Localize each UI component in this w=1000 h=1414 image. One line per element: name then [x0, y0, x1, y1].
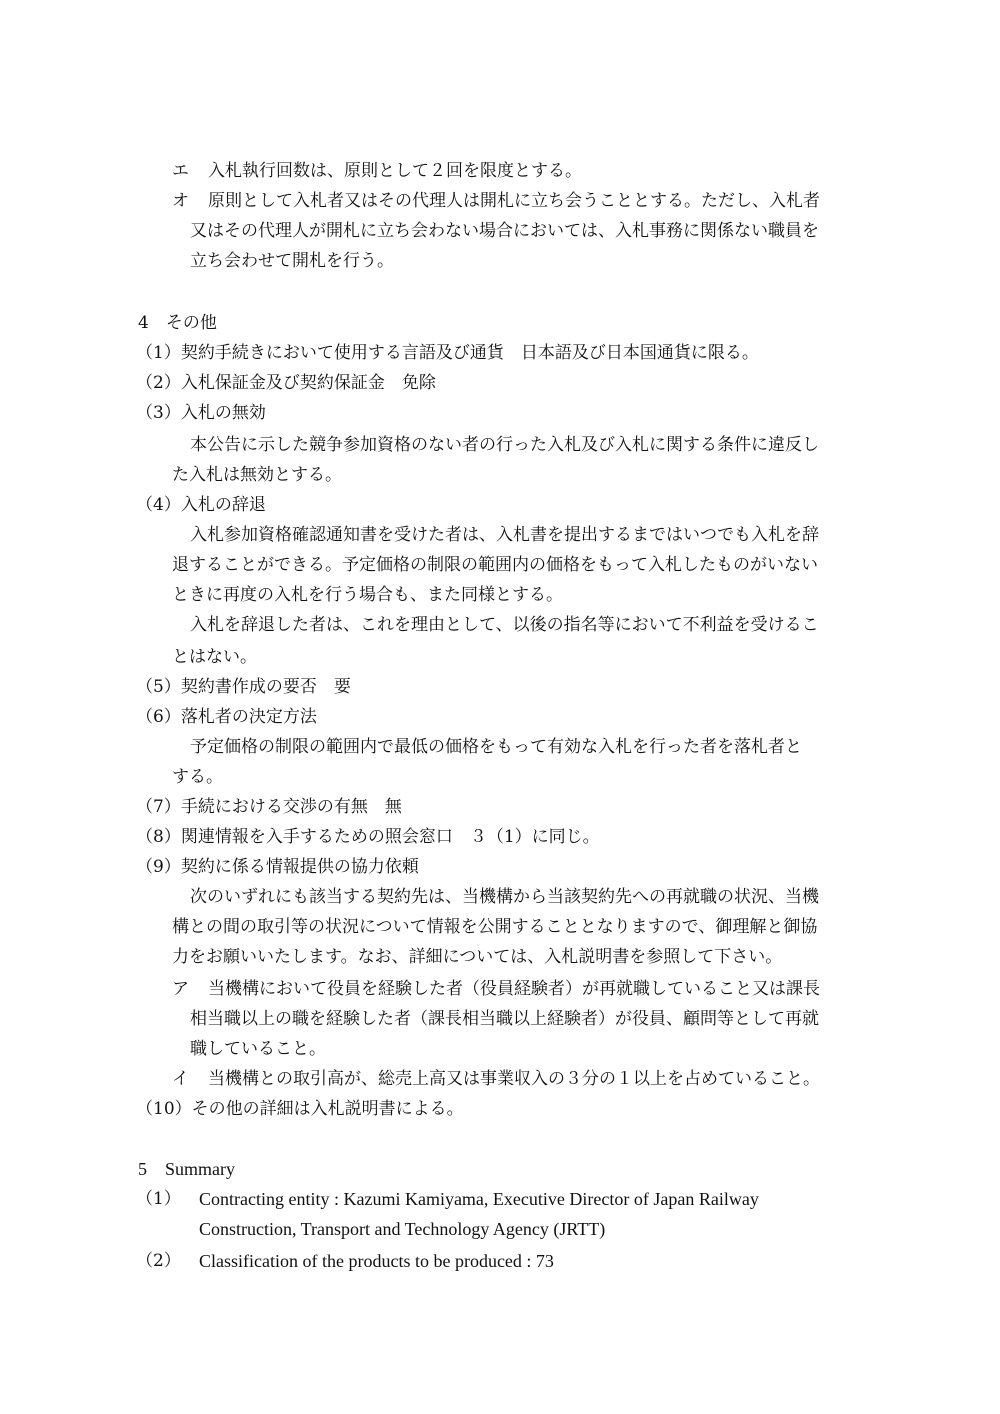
section-4-item-7: （7）手続における交渉の有無 無: [136, 797, 402, 817]
section-4-item-4-body-1: 入札参加資格確認通知書を受けた者は、入札書を提出するまではいつでも入札を辞: [190, 525, 819, 545]
section-4-item-6-body-1: 予定価格の制限の範囲内で最低の価格をもって有効な入札を行った者を落札者と: [190, 737, 802, 757]
section-4-item-6-body-2: する。: [172, 767, 223, 787]
section-4-item-9-body-1: 次のいずれにも該当する契約先は、当機構から当該契約先への再就職の状況、当機: [190, 887, 819, 907]
section-4-item-4-body-2: 退することができる。予定価格の制限の範囲内の価格をもって入札したものがいない: [172, 555, 818, 575]
section-5-item-2-line-1: Classification of the products to be produced : 73: [199, 1251, 554, 1271]
item-o-marker: オ: [172, 191, 189, 211]
section-4-item-4-title: （4）入札の辞退: [136, 495, 266, 515]
item-o-line-1: 原則として入札者又はその代理人は開札に立ち会うこととする。ただし、入札者: [208, 191, 820, 211]
section-5-item-1-marker: （1）: [136, 1189, 181, 1209]
section-4-item-3-body-1: 本公告に示した競争参加資格のない者の行った入札及び入札に関する条件に違反し: [190, 435, 819, 455]
section-4-heading: 4 その他: [138, 313, 217, 333]
section-4-item-9-body-3: 力をお願いいたします。なお、詳細については、入札説明書を参照して下さい。: [172, 947, 783, 967]
section-5-item-1-line-2: Construction, Transport and Technology Agency (JRTT): [199, 1219, 606, 1239]
item-e-text: 入札執行回数は、原則として２回を限度とする。: [208, 161, 582, 181]
section-4-item-2: （2）入札保証金及び契約保証金 免除: [136, 373, 436, 393]
item-9-a-line-2: 相当職以上の職を経験した者（課長相当職以上経験者）が役員、顧問等として再就: [190, 1009, 819, 1029]
item-9-a-line-3: 職していること。: [190, 1039, 326, 1059]
item-9-i-marker: イ: [172, 1069, 189, 1089]
item-9-i-line-1: 当機構との取引高が、総売上高又は事業収入の３分の１以上を占めていること。: [208, 1069, 820, 1089]
section-4-item-5: （5）契約書作成の要否 要: [136, 677, 351, 697]
section-4-item-10: （10）その他の詳細は入札説明書による。: [136, 1099, 464, 1119]
section-4-item-1: （1）契約手続きにおいて使用する言語及び通貨 日本語及び日本国通貨に限る。: [136, 343, 759, 363]
section-4-item-8: （8）関連情報を入手するための照会窓口 ３（1）に同じ。: [136, 827, 600, 847]
item-o-line-2: 又はその代理人が開札に立ち会わない場合においては、入札事務に関係ない職員を: [190, 221, 819, 241]
section-4-item-9-title: （9）契約に係る情報提供の協力依頼: [136, 857, 419, 877]
section-5-item-2-marker: （2）: [136, 1251, 181, 1271]
section-5-item-1-line-1: Contracting entity : Kazumi Kamiyama, Executive Director of Japan Railway: [199, 1189, 759, 1209]
item-o-line-3: 立ち会わせて開札を行う。: [190, 251, 394, 271]
item-9-a-marker: ア: [172, 979, 189, 999]
section-4-item-4-body-5: とはない。: [172, 647, 257, 667]
section-4-item-4-body-3: ときに再度の入札を行う場合も、また同様とする。: [172, 585, 563, 605]
section-4-item-3-body-2: た入札は無効とする。: [172, 465, 342, 485]
section-4-item-6-title: （6）落札者の決定方法: [136, 707, 317, 727]
item-9-a-line-1: 当機構において役員を経験した者（役員経験者）が再就職していること又は課長: [208, 979, 820, 999]
item-e-marker: エ: [172, 161, 189, 181]
section-4-item-4-body-4: 入札を辞退した者は、これを理由として、以後の指名等において不利益を受けるこ: [190, 615, 819, 635]
section-4-item-3-title: （3）入札の無効: [136, 403, 266, 423]
section-4-item-9-body-2: 構との間の取引等の状況について情報を公開することとなりますので、御理解と御協: [172, 917, 818, 937]
section-5-heading: 5 Summary: [138, 1159, 235, 1179]
